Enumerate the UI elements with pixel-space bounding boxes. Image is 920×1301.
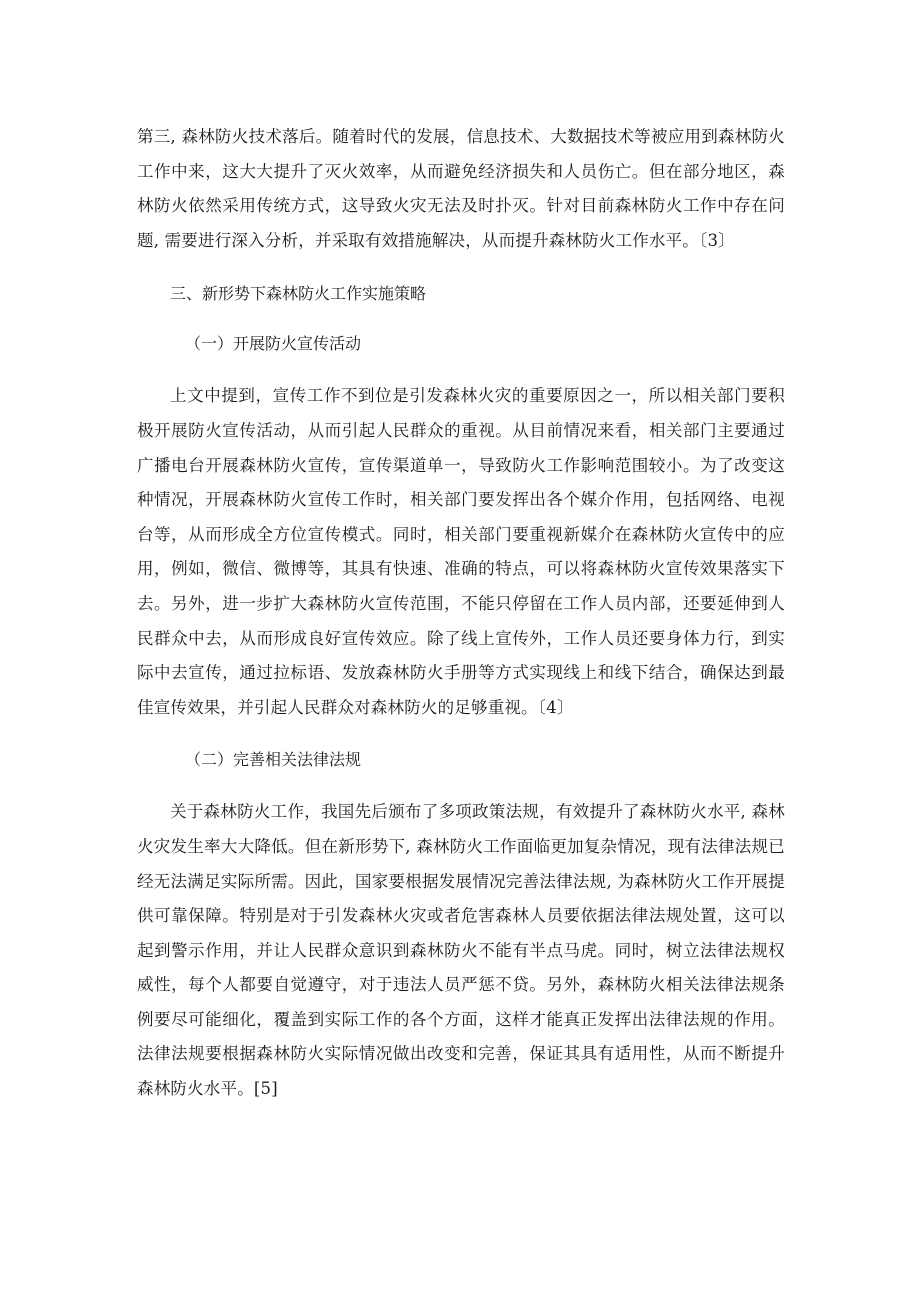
subsection-heading-publicity: （一）开展防火宣传活动 — [185, 334, 362, 354]
section-heading-strategies: 三、新形势下森林防火工作实施策略 — [170, 284, 427, 304]
paragraph-laws: 关于森林防火工作，我国先后颁布了多项政策法规，有效提升了森林防火水平, 森林火灾发生率大大降低。但在新形势下, 森林防火工作面临更加复杂情况，现有法律法规已经无法满足实际所需。因此，国家要根据发展情况完善法律法规, 为森林防火工作开展提供可靠保障。特别是对于引发森林火灾或者危害森林人员要依据法律法规处置，这可以起到警示作用，并让人民群众意识到森林防火不能有半点马虎。同时，树立法律法规权威性，每个人都要自觉遵守，对于违法人员严惩不贷。另外，森林防火相关法律法规条例要尽可能细化，覆盖到实际工作的各个方面，这样才能真正发挥出法律法规的作用。法律法规要根据森林防火实际情况做出改变和完善，保证其具有适用性，从而不断提升森林防火水平。[5] — [137, 802, 785, 1099]
subsection-heading-laws: （二）完善相关法律法规 — [185, 750, 362, 770]
document-page — [137, 120, 785, 1107]
paragraph-forest-fire-technology: 第三, 森林防火技术落后。随着时代的发展，信息技术、大数据技术等被应用到森林防火工作中来，这大大提升了灭火效率，从而避免经济损失和人员伤亡。但在部分地区，森林防火依然采用传统方式，这导致火灾无法及时扑灭。针对目前森林防火工作中存在问题, 需要进行深入分析，并采取有效措施解决，从而提升森林防火工作水平。〔3〕 — [137, 127, 785, 250]
paragraph-publicity: 上文中提到，宣传工作不到位是引发森林火灾的重要原因之一，所以相关部门要积极开展防火宣传活动，从而引起人民群众的重视。从目前情况来看，相关部门主要通过广播电台开展森林防火宣传，宣传渠道单一，导致防火工作影响范围较小。为了改变这种情况，开展森林防火宣传工作时，相关部门要发挥出各个媒介作用，包括网络、电视台等，从而形成全方位宣传模式。同时，相关部门要重视新媒介在森林防火宣传中的应用，例如，微信、微博等，其具有快速、准确的特点，可以将森林防火宣传效果落实下去。另外，进一步扩大森林防火宣传范围，不能只停留在工作人员内部，还要延伸到人民群众中去，从而形成良好宣传效应。除了线上宣传外，工作人员还要身体力行，到实际中去宣传，通过拉标语、发放森林防火手册等方式实现线上和线下结合，确保达到最佳宣传效果，并引起人民群众对森林防火的足够重视。〔4〕 — [137, 386, 785, 717]
